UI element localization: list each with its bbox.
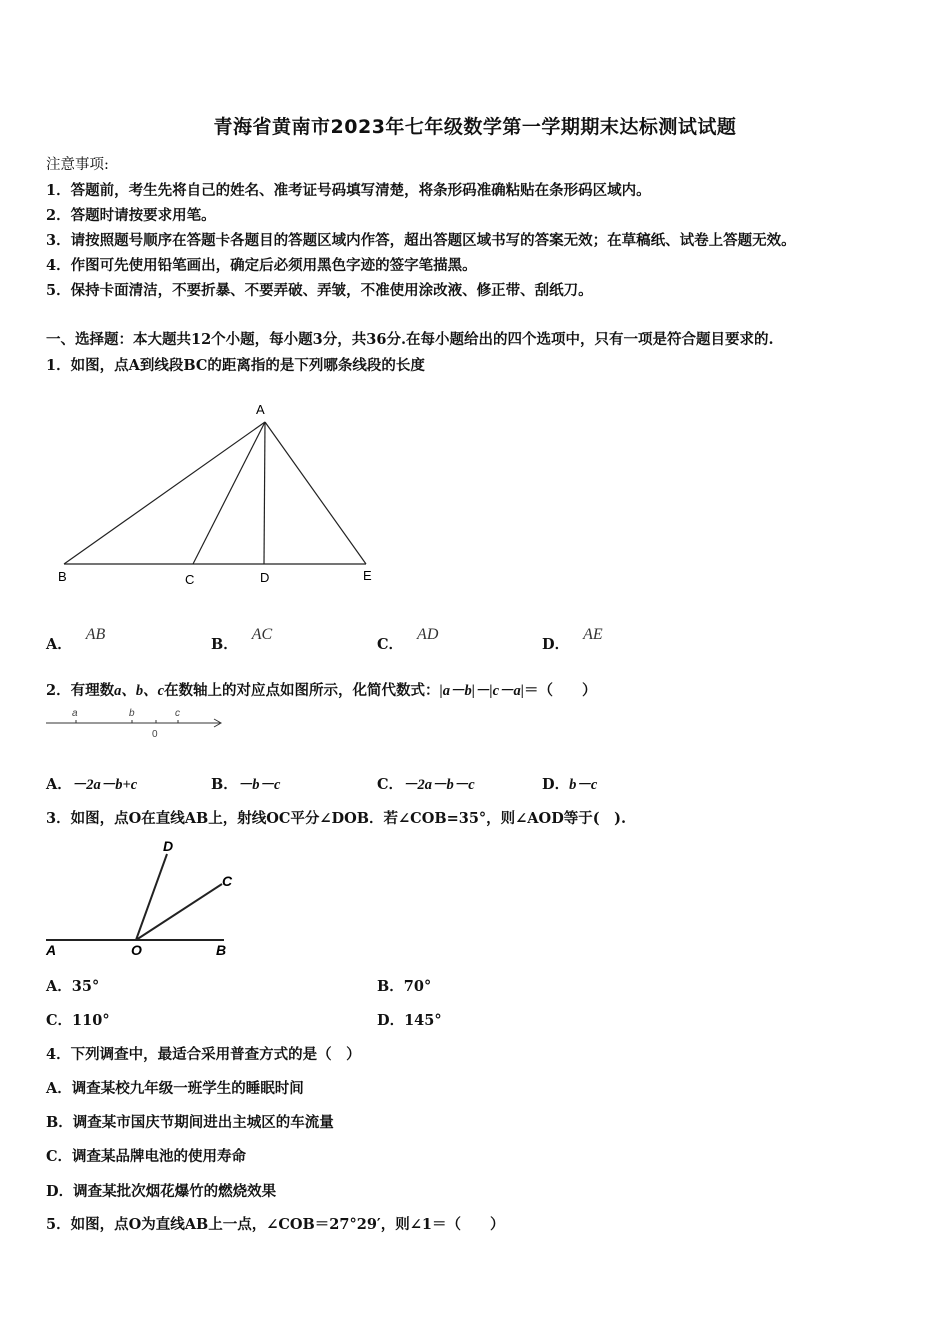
notice-item: 2．答题时请按要求用笔。 bbox=[46, 207, 216, 224]
q3-option-a[interactable]: A．35° bbox=[46, 978, 100, 995]
question-1-figure bbox=[50, 398, 390, 593]
notice-item: 1．答题前，考生先将自己的姓名、准考证号码填写清楚，将条形码准确粘贴在条形码区域内。 bbox=[46, 182, 651, 199]
q3-option-c[interactable]: C．110° bbox=[46, 1012, 110, 1029]
numline-label-c: c bbox=[175, 708, 180, 719]
q2-option-b[interactable]: B．－b－c bbox=[211, 776, 281, 793]
question-1-stem: 1．如图，点A到线段BC的距离指的是下列哪条线段的长度 bbox=[46, 357, 425, 374]
fig1-label-d: D bbox=[260, 570, 270, 585]
q3-option-b[interactable]: B．70° bbox=[377, 978, 432, 995]
q2-option-a[interactable]: A．－2a－b+c bbox=[46, 776, 138, 793]
numline-label-a: a bbox=[72, 708, 78, 719]
q4-option-d[interactable]: D．调查某批次烟花爆竹的燃烧效果 bbox=[46, 1183, 277, 1200]
q4-option-b[interactable]: B．调查某市国庆节期间进出主城区的车流量 bbox=[46, 1114, 334, 1131]
question-4-stem: 4．下列调查中，最适合采用普查方式的是（ ） bbox=[46, 1046, 361, 1063]
q2-option-d[interactable]: D．b－c bbox=[542, 776, 598, 793]
q4-option-c[interactable]: C．调查某品牌电池的使用寿命 bbox=[46, 1148, 247, 1165]
q4-option-a[interactable]: A．调查某校九年级一班学生的睡眠时间 bbox=[46, 1080, 304, 1097]
question-3-stem: 3．如图，点O在直线AB上，射线OC平分∠DOB．若∠COB=35°，则∠AOD等于( ). bbox=[46, 810, 627, 827]
notice-item: 3．请按照题号顺序在答题卡各题目的答题区域内作答，超出答题区域书写的答案无效；在草稿纸、试卷上答题无效。 bbox=[46, 232, 796, 249]
fig3-label-a: A bbox=[46, 942, 57, 958]
notice-item: 4．作图可先使用铅笔画出，确定后必须用黑色字迹的签字笔描黑。 bbox=[46, 257, 477, 274]
numline-label-zero: 0 bbox=[152, 729, 158, 740]
question-2-number-line bbox=[44, 704, 226, 742]
section-heading: 一、选择题：本大题共12个小题，每小题3分，共36分.在每小题给出的四个选项中，只有一项是符合题目要求的. bbox=[46, 331, 774, 348]
numline-label-b: b bbox=[129, 708, 135, 719]
q2-option-c[interactable]: C．－2a－b－c bbox=[377, 776, 475, 793]
fig3-label-b: B bbox=[216, 942, 227, 958]
fig3-label-c: C bbox=[222, 873, 233, 889]
q1-option-d[interactable]: D．AE bbox=[542, 626, 603, 653]
fig3-label-d: D bbox=[163, 838, 174, 854]
fig1-label-e: E bbox=[363, 568, 372, 583]
q1-option-a[interactable]: A．AB bbox=[46, 626, 106, 653]
fig1-label-c: C bbox=[185, 572, 195, 587]
q1-option-b[interactable]: B．AC bbox=[211, 626, 273, 653]
q3-option-d[interactable]: D．145° bbox=[377, 1012, 442, 1029]
q1-option-c[interactable]: C．AD bbox=[377, 626, 439, 653]
fig1-label-a: A bbox=[256, 402, 265, 417]
fig3-label-o: O bbox=[131, 942, 142, 958]
notice-item: 5．保持卡面清洁，不要折暴、不要弄破、弄皱，不准使用涂改液、修正带、刮纸刀。 bbox=[46, 282, 593, 299]
question-3-figure bbox=[42, 834, 242, 964]
fig1-label-b: B bbox=[58, 569, 67, 584]
question-5-stem: 5．如图，点O为直线AB上一点，∠COB＝27°29′，则∠1＝（ ） bbox=[46, 1216, 505, 1233]
page-title: 青海省黄南市2023年七年级数学第一学期期末达标测试试题 bbox=[213, 116, 737, 138]
notice-heading: 注意事项: bbox=[46, 157, 109, 173]
question-2-stem: 2．有理数a、b、c在数轴上的对应点如图所示，化简代数式：|a－b|－|c－a|＝（ ） bbox=[46, 682, 597, 699]
